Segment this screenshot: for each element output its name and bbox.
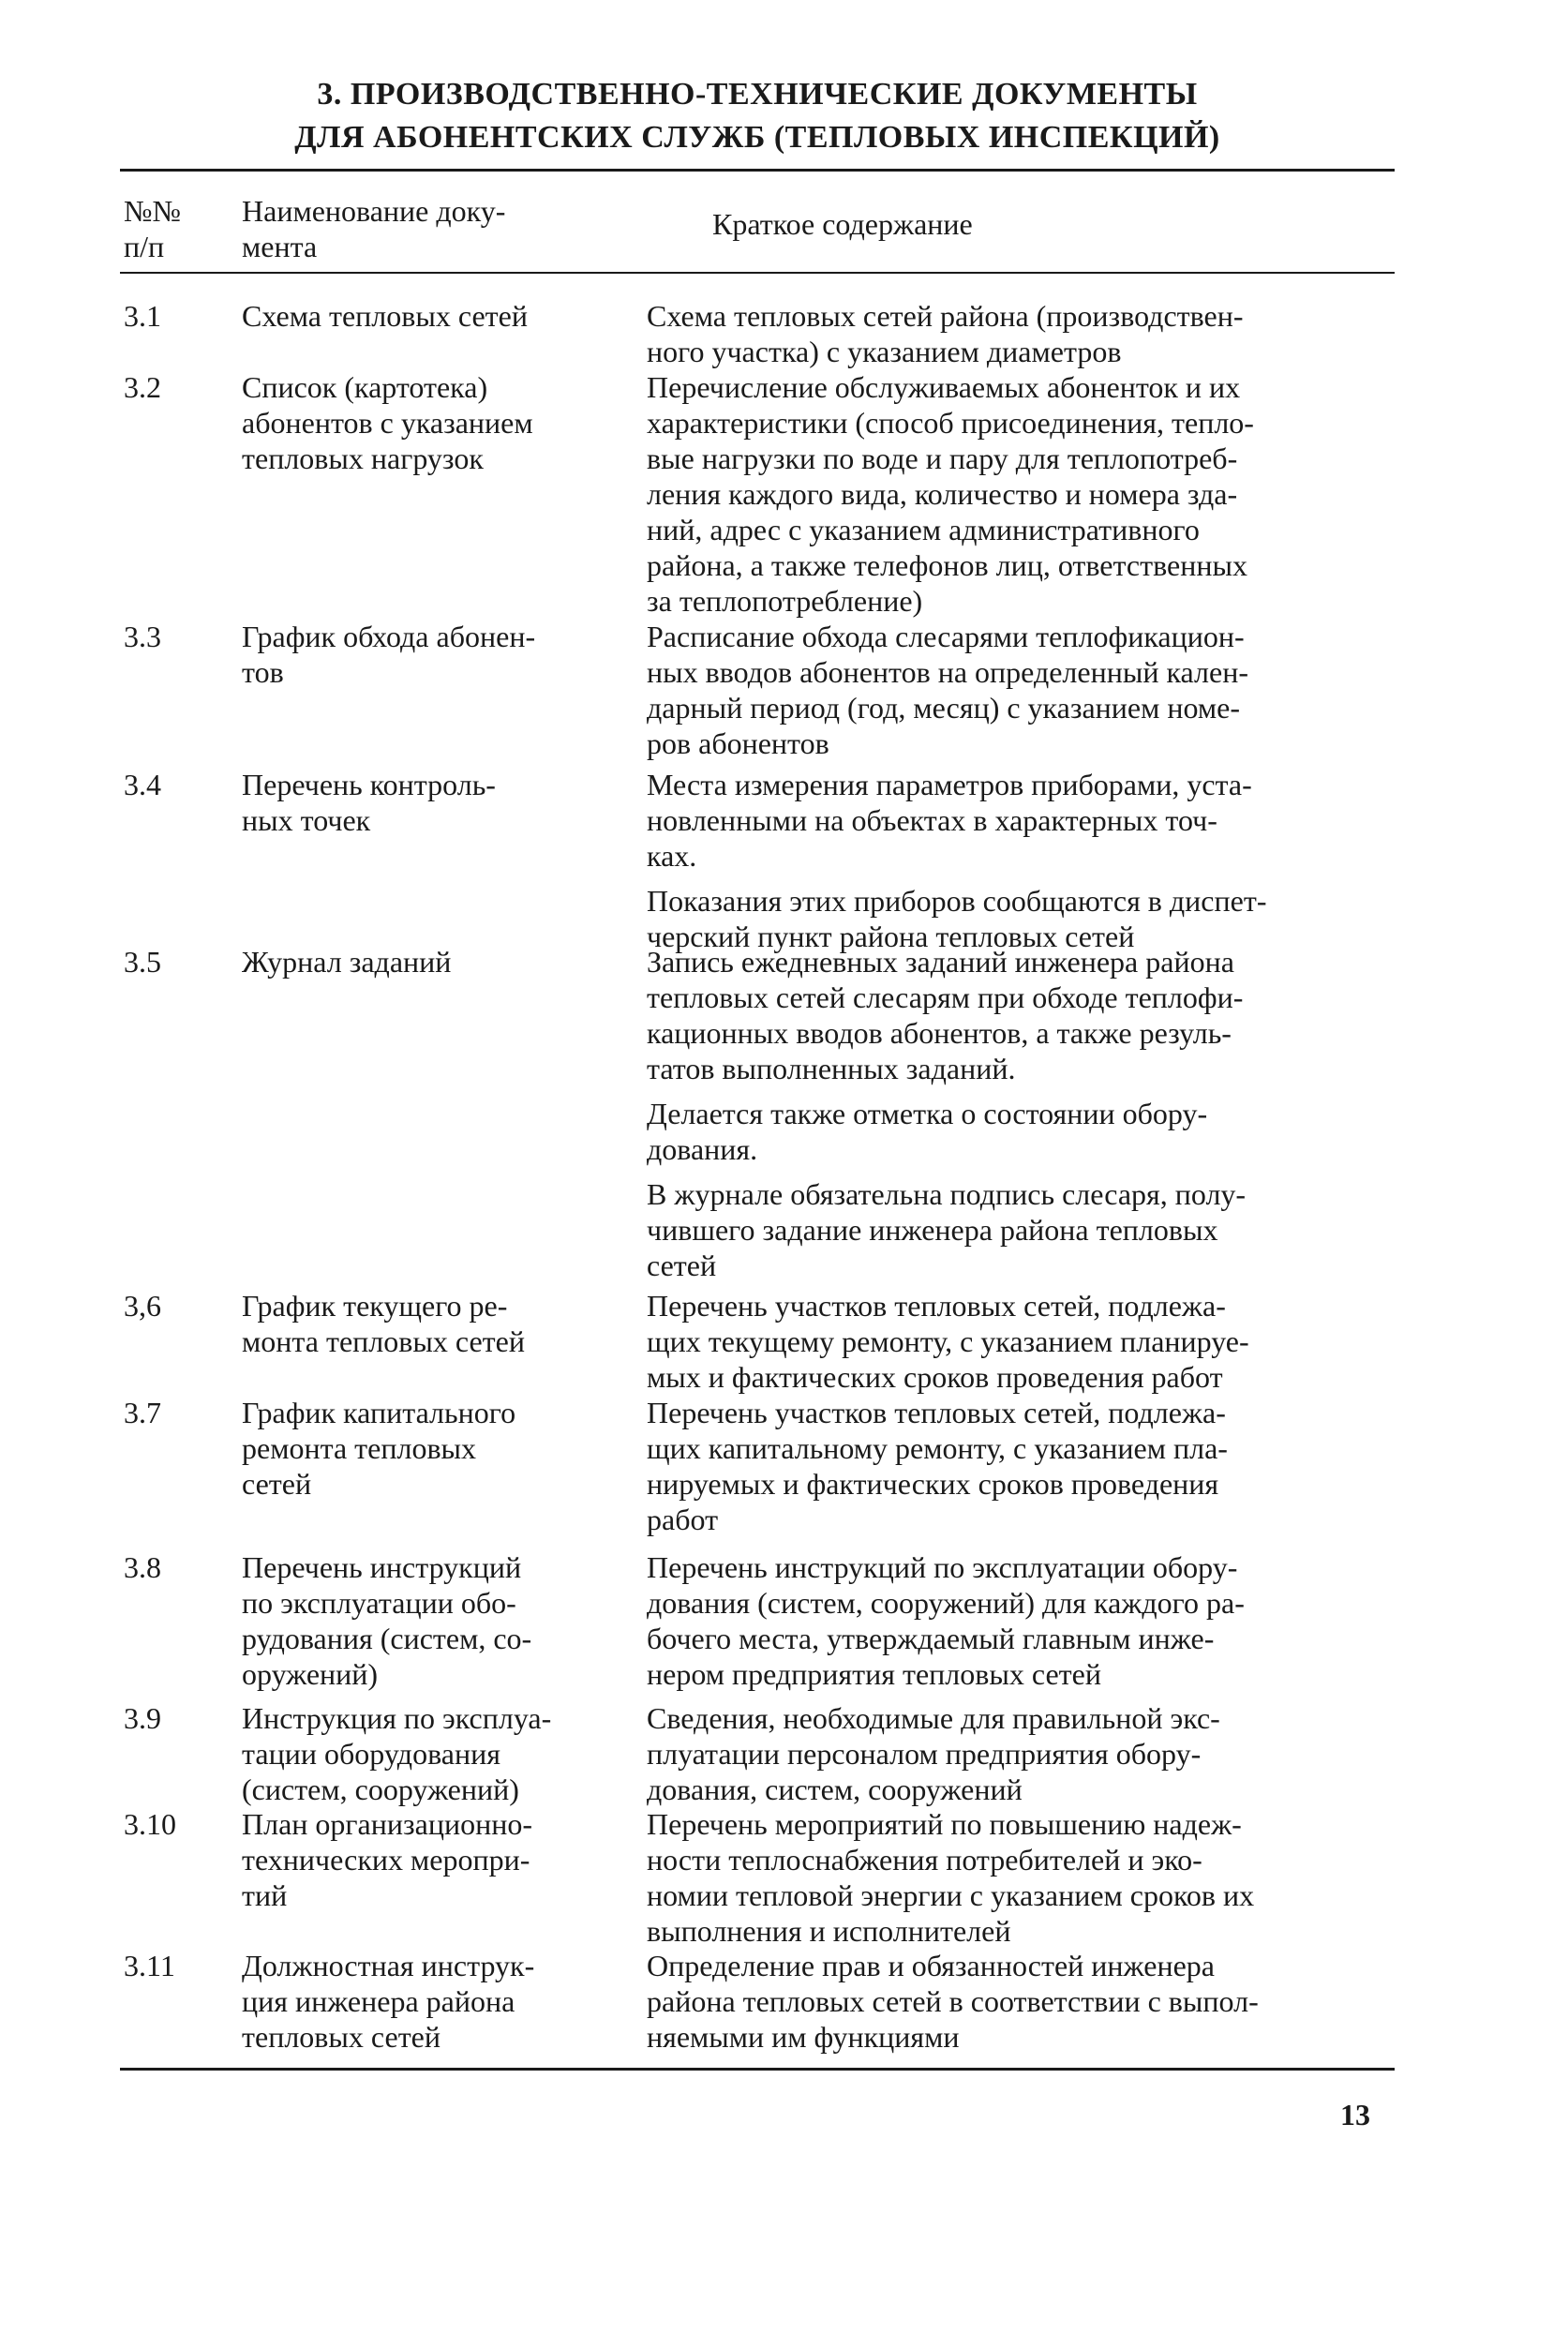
section-title-line-1: 3. ПРОИЗВОДСТВЕННО-ТЕХНИЧЕСКИЕ ДОКУМЕНТЫ [317,77,1198,112]
content-paragraph [647,369,1396,619]
row-document-name [242,1948,626,2055]
name-line: тепловых сетей [242,2020,441,2054]
row-content [647,1700,1396,1807]
row-content [647,369,1396,619]
name-line: Журнал заданий [242,945,452,979]
content-line: щих капитальному ремонту, с указанием пла- [647,1431,1228,1465]
content-line: Показания этих приборов сообщаются в диспет- [647,884,1267,918]
content-line: бочего места, утверждаемый главным инже- [647,1622,1215,1655]
row-content [647,619,1396,761]
content-line: щих текущему ремонту, с указанием планируе- [647,1324,1249,1358]
row-content [647,1549,1396,1692]
row-number: 3.3 [124,620,161,653]
content-line: нером предприятия тепловых сетей [647,1657,1101,1691]
row-number: 3.11 [124,1949,175,1982]
name-line: технических меропри- [242,1843,530,1877]
name-line: тов [242,655,284,689]
content-line: дования, систем, сооружений [647,1772,1023,1806]
name-line: Перечень инструкций [242,1550,522,1584]
content-line: выполнения и исполнителей [647,1914,1011,1948]
content-paragraph [647,944,1396,1086]
section-title-line-2: ДЛЯ АБОНЕНТСКИХ СЛУЖБ (ТЕПЛОВЫХ ИНСПЕКЦИЙ) [294,120,1220,155]
row-document-name [242,369,626,476]
content-line: няемыми им функциями [647,2020,960,2054]
name-line: ция инженера района [242,1984,515,2018]
content-line: ного участка) с указанием диаметров [647,335,1122,368]
header-name-line-2: мента [242,230,318,263]
content-line: плуатации персоналом предприятия обору- [647,1737,1202,1771]
header-number-line-1: №№ [124,194,182,228]
content-line: за теплопотребление) [647,584,923,618]
row-content [647,1395,1396,1537]
content-line: ности теплоснабжения потребителей и эко- [647,1843,1202,1877]
content-line: Места измерения параметров приборами, уста- [647,768,1252,801]
row-content [647,944,1396,1283]
row-content [647,298,1396,369]
content-line: тепловых сетей слесарям при обходе теплофи- [647,980,1244,1014]
content-line: района тепловых сетей в соответствии с выпол- [647,1984,1259,2018]
content-line: характеристики (способ присоединения, тепло- [647,406,1254,440]
paragraph-gap [647,1167,1396,1176]
name-line: График капитального [242,1396,516,1429]
table-top-rule [120,169,1395,172]
row-number: 3.9 [124,1701,161,1735]
page-number: 13 [1340,2098,1370,2131]
content-line: ров абонентов [647,726,829,760]
content-line: Сведения, необходимые для правильной экс- [647,1701,1220,1735]
paragraph-gap [647,1086,1396,1096]
row-document-name [242,1288,626,1359]
row-document-name [242,1549,626,1692]
content-line: ления каждого вида, количество и номера зда- [647,477,1238,511]
row-number: 3.5 [124,945,161,979]
content-line: Запись ежедневных заданий инженера района [647,945,1234,979]
content-line: Перечень участков тепловых сетей, подлежа- [647,1289,1226,1323]
name-line: оружений) [242,1657,379,1691]
row-number: 3.8 [124,1550,161,1584]
content-paragraph [647,298,1396,369]
content-line: дования (систем, сооружений) для каждого ра- [647,1586,1245,1620]
content-line: дования. [647,1132,758,1166]
row-content [647,1948,1396,2055]
row-content [647,767,1396,954]
row-document-name [242,298,626,334]
row-document-name [242,944,626,980]
content-paragraph [647,1549,1396,1692]
content-paragraph [647,767,1396,874]
name-line: График текущего ре- [242,1289,508,1323]
row-document-name [242,619,626,690]
content-paragraph [647,1395,1396,1537]
name-line: Список (картотека) [242,370,488,404]
header-document-name [242,193,505,264]
content-line: района, а также телефонов лиц, ответственных [647,548,1247,582]
header-rule [120,272,1395,274]
row-number: 3.7 [124,1396,161,1429]
name-line: Инструкция по эксплуа- [242,1701,552,1735]
content-line: татов выполненных заданий. [647,1052,1016,1085]
content-line: черский пункт района тепловых сетей [647,920,1135,953]
name-line: тепловых нагрузок [242,441,484,475]
header-content: Краткое содержание [712,207,973,241]
name-line: План организационно- [242,1807,532,1841]
content-line: ний, адрес с указанием административного [647,513,1200,546]
content-paragraph [647,1948,1396,2055]
name-line: (систем, сооружений) [242,1772,519,1806]
content-line: Делается также отметка о состоянии обору- [647,1097,1208,1130]
name-line: по эксплуатации обо- [242,1586,516,1620]
name-line: ремонта тепловых [242,1431,477,1465]
content-paragraph [647,1288,1396,1395]
content-line: дарный период (год, месяц) с указанием номе- [647,691,1240,725]
name-line: абонентов с указанием [242,406,533,440]
content-paragraph [647,619,1396,761]
content-line: нируемых и фактических сроков проведения [647,1467,1219,1501]
content-line: сетей [647,1249,717,1282]
row-number: 3.2 [124,370,161,404]
section-title [120,73,1395,159]
content-paragraph [647,1806,1396,1949]
content-paragraph [647,1096,1396,1167]
name-line: Должностная инструк- [242,1949,535,1982]
row-content [647,1806,1396,1949]
content-line: Определение прав и обязанностей инженера [647,1949,1215,1982]
content-paragraph [647,1176,1396,1283]
content-line: новленными на объектах в характерных точ- [647,803,1217,837]
content-line: Перечень участков тепловых сетей, подлежа- [647,1396,1226,1429]
name-line: сетей [242,1467,312,1501]
header-name-line-1: Наименование доку- [242,194,506,228]
content-line: Схема тепловых сетей района (производствен- [647,299,1244,333]
content-line: ках. [647,839,697,873]
header-number [124,193,181,264]
content-line: Перечень мероприятий по повышению надеж- [647,1807,1242,1841]
row-document-name [242,1806,626,1913]
name-line: рудования (систем, со- [242,1622,532,1655]
content-paragraph [647,1700,1396,1807]
name-line: ных точек [242,803,371,837]
row-document-name [242,767,626,838]
row-document-name [242,1700,626,1807]
row-number: 3,6 [124,1289,161,1323]
name-line: монта тепловых сетей [242,1324,525,1358]
content-line: кационных вводов абонентов, а также резуль- [647,1016,1232,1050]
table-bottom-rule [120,2068,1395,2071]
name-line: Схема тепловых сетей [242,299,528,333]
row-number: 3.1 [124,299,161,333]
row-content [647,1288,1396,1395]
name-line: тий [242,1878,288,1912]
content-line: В журнале обязательна подпись слесаря, полу- [647,1177,1247,1211]
row-number: 3.10 [124,1807,176,1841]
name-line: График обхода абонен- [242,620,536,653]
content-line: Перечисление обслуживаемых абоненток и их [647,370,1241,404]
content-line: Расписание обхода слесарями теплофикацион- [647,620,1245,653]
content-line: работ [647,1503,719,1536]
paragraph-gap [647,874,1396,883]
header-number-line-2: п/п [124,230,165,263]
content-line: мых и фактических сроков проведения работ [647,1360,1223,1394]
content-line: Перечень инструкций по эксплуатации обору- [647,1550,1238,1584]
content-line: ных вводов абонентов на определенный кален- [647,655,1248,689]
content-line: чившего задание инженера района тепловых [647,1213,1218,1247]
name-line: Перечень контроль- [242,768,496,801]
row-document-name [242,1395,626,1502]
name-line: тации оборудования [242,1737,500,1771]
content-line: вые нагрузки по воде и пару для теплопотреб- [647,441,1238,475]
content-line: номии тепловой энергии с указанием сроков их [647,1878,1255,1912]
row-number: 3.4 [124,768,161,801]
